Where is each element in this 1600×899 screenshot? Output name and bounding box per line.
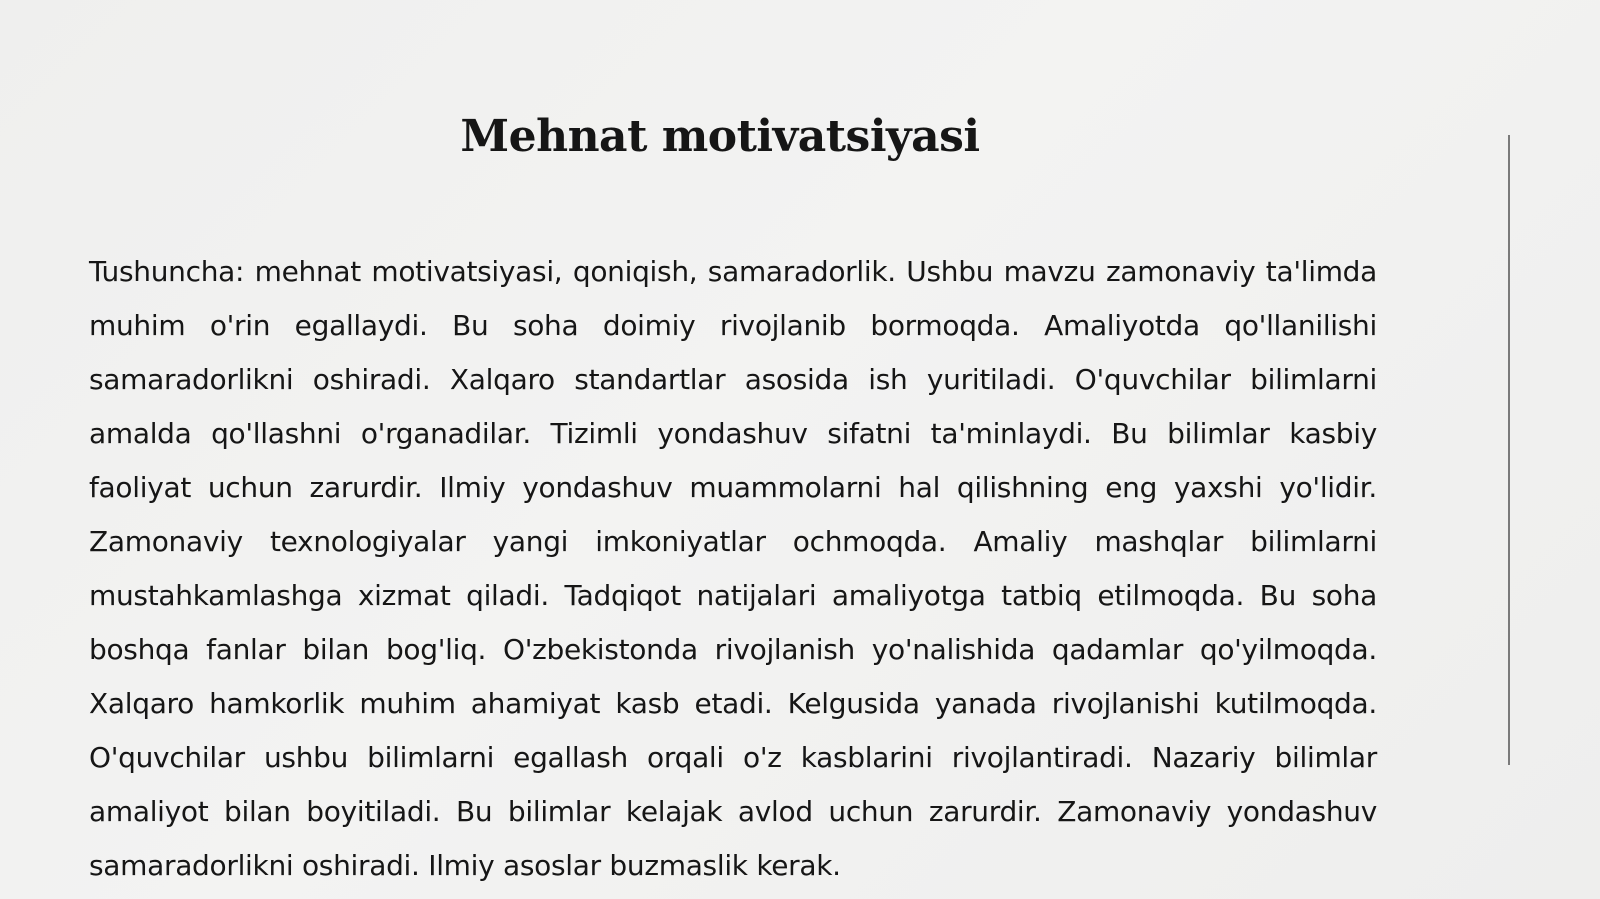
accent-divider-line xyxy=(1508,135,1510,765)
slide-body-text: Tushuncha: mehnat motivatsiyasi, qoniqish, samaradorlik. Ushbu mavzu zamonaviy ta'limda muhim o'rin egallaydi. Bu soha doimiy rivojlanib bormoqda. Amaliyotda qo'llanilishi samaradorlikni oshiradi. Xalqaro standartlar asosida ish yuritiladi. O'quvchilar bilimlarni amalda qo'llashni o'rganadilar. Tizimli yondashuv sifatni ta'minlaydi. Bu bilimlar kasbiy faoliyat uchun zarurdir. Ilmiy yondashuv muammolarni hal qilishning eng yaxshi yo'lidir. Zamonaviy texnologiyalar yangi imkoniyatlar ochmoqda. Amaliy mashqlar bilimlarni mustahkamlashga xizmat qiladi. Tadqiqot natijalari amaliyotga tatbiq etilmoqda. Bu soha boshqa fanlar bilan bog'liq. O'zbekistonda rivojlanish yo'nalishida qadamlar qo'yilmoqda. Xalqaro hamkorlik muhim ahamiyat kasb etadi. Kelgusida yanada rivojlanishi kutilmoqda. O'quvchilar ushbu bilimlarni egallash orqali o'z kasblarini rivojlantiradi. Nazariy bilimlar amaliyot bilan boyitiladi. Bu bilimlar kelajak avlod uchun zarurdir. Zamonaviy yondashuv samaradorlikni oshiradi. Ilmiy asoslar buzmaslik kerak. xyxy=(89,255,1377,882)
slide-title: Mehnat motivatsiyasi xyxy=(460,111,980,162)
